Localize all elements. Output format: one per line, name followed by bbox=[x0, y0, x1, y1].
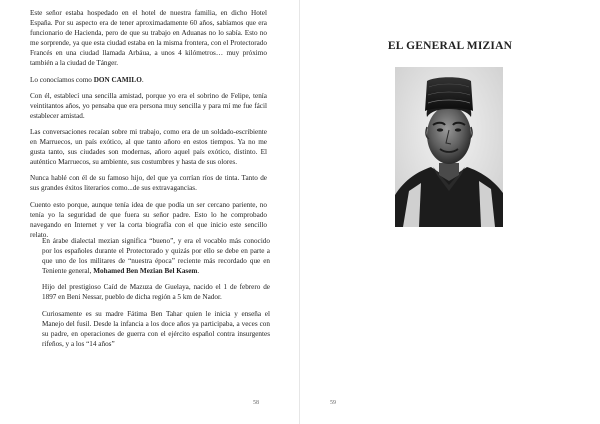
paragraph-text: Lo conocíamos como bbox=[30, 75, 94, 84]
paragraph-text: Cuento esto porque, aunque tenía idea de que podía un ser cercano pariente, no tenía yo la seguridad de que fuera su señor padre. Esto lo he comprobado navegando en Internet y ver la corta biografía con el que inicio este sencillo relato. bbox=[30, 200, 267, 239]
body-paragraph bbox=[30, 8, 267, 69]
paragraph-text: Nunca hablé con él de su famoso hijo, del que ya corrían ríos de tinta. Tanto de sus grandes éxitos literarios como...de sus extravagancias. bbox=[30, 174, 267, 193]
paragraph-text: Con él, establecí una sencilla amistad, porque yo era el sobrino de Felipe, tenía veintitantos años, yo pensaba que era persona muy sencilla y para mí me fue fácil establecer amistad. bbox=[30, 91, 267, 120]
body-paragraph bbox=[30, 200, 267, 240]
emphasized-name: DON CAMILO bbox=[93, 75, 142, 84]
right-page-text-column bbox=[42, 236, 270, 355]
paragraph-text: Las conversaciones recaían sobre mi trabajo, como era de un soldado-escribiente en Marruecos, un país exótico, al que tanto añoro en estos tiempos. Ya no me gusta tanto, sus ciudades son modernas, añoro aquel país exótico, distinto. El auténtico Marruecos, su ambiente, sus costumbres y hasta de sus olores. bbox=[30, 127, 267, 167]
chapter-title: EL GENERAL MIZIAN bbox=[387, 40, 513, 52]
body-paragraph bbox=[30, 91, 267, 121]
body-paragraph bbox=[42, 282, 270, 302]
left-page-text-column bbox=[30, 8, 267, 246]
body-paragraph bbox=[42, 236, 270, 276]
emphasized-name: Mohamed Ben Mezian Bel Kasem bbox=[93, 267, 198, 276]
general-mizian-portrait bbox=[395, 67, 503, 227]
paragraph-text: . bbox=[141, 75, 144, 84]
paragraph-text: Curiosamente es su madre Fátima Ben Tahar quien le inicia y enseña el Manejo del fusil. Desde la infancia a los doce años ya participaba, a veces con su padre, en operaciones de guerra con el ejército español contra insurgentes rifeños, y a los “14 años” bbox=[42, 309, 270, 348]
body-paragraph bbox=[30, 127, 267, 167]
paragraph-text: Hijo del prestigioso Caíd de Mazuza de Guelaya, nacido el 1 de febrero de 1897 en Beni Nessar, pueblo de dicha región a 5 km de Nador. bbox=[42, 283, 270, 302]
paragraph-text: Este señor estaba hospedado en el hotel de nuestra familia, en dicho Hotel España. Por su aspecto era de tener aproximadamente 60 años, sabíamos que era funcionario de Hacienda, pero de que su trabajo en Aduanas no lo sabía. Esto no me sorprende, ya que esta ciudad estaba en la misma frontera, con el Protectorado Francés en una ciudad llamada Arbáua, a unos 4 kilómetros… muy próximo también a la ciudad de Tánger. bbox=[30, 9, 267, 68]
page-number-left: 58 bbox=[253, 400, 259, 406]
body-paragraph bbox=[42, 309, 270, 349]
book-gutter bbox=[299, 0, 300, 424]
body-paragraph bbox=[30, 75, 267, 85]
paragraph-text: En árabe dialectal mezian significa “bueno”, y era el vocablo más conocido por los españoles durante el Protectorado y quizás por ello se debe en parte a que uno de los militares de “nuestra época” reciente más recordado que en Teniente general, bbox=[42, 237, 270, 276]
page-number-right: 59 bbox=[330, 400, 336, 406]
body-paragraph bbox=[30, 173, 267, 193]
paragraph-text: . bbox=[197, 267, 200, 276]
